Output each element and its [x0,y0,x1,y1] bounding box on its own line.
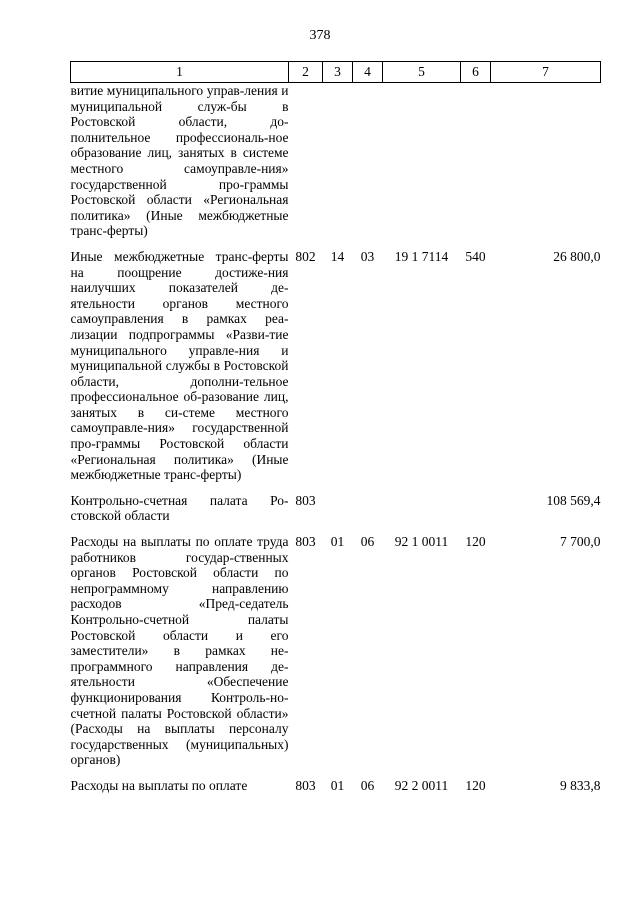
table-row [71,493,601,524]
row-target-code: 92 2 0011 [394,777,449,793]
row-amount: 108 569,4 [546,492,601,508]
column-header-3: 3 [323,62,353,83]
table-row [71,534,601,768]
row-ministry-code: 802 [295,248,316,264]
row-subsection-code: 03 [360,248,375,264]
row-description: Иные межбюджетные транс-ферты на поощрение достиже-ния наилучших показателей де-ятельности органов местного самоуправления в рамках реа-лизации подпрограммы «Разви-тие муниципального управле-ния и муниципальной службы в Ростовской области, дополни-тельное профессиональное об-разование лиц, занятых в си-стеме местного самоуправле-ния» государственной про-граммы Ростовской области «Региональная политика» (Иные межбюджетные транс-ферты) [70,248,289,483]
row-target-code: 92 1 0011 [394,534,449,550]
row-ministry-code: 803 [295,534,316,550]
row-section-code: 14 [330,248,345,264]
table-row [71,83,601,239]
row-description: Расходы на выплаты по оплате труда работников государ-ственных органов Ростовской области по непрограммному направлению расходов «Пред-седатель Контрольно-счетной палаты Ростовской области и его заместители» в рамках не-программного направления де-ятельности «Обеспечение функционирования Контроль-но-счетной палаты Ростовской области» (Расходы на выплаты персоналу государственных (муниципальных) органов) [70,534,289,768]
table-header-row [71,62,601,83]
row-expense-type [461,83,491,239]
column-header-2: 2 [289,62,323,83]
column-header-4: 4 [353,62,383,83]
row-description: витие муниципального управ-ления и муниципальной служ-бы в Ростовской области, до-полнительное профессиональ-ное образование лиц, занятых в системе местного самоуправле-ния» государственной про-граммы Ростовской области «Региональная политика» (Иные межбюджетные транс-ферты) [70,83,289,239]
row-subsection-code: 06 [360,777,375,793]
column-header-6: 6 [461,62,491,83]
row-subsection-code: 06 [360,534,375,550]
row-description: Расходы на выплаты по оплате [70,777,248,793]
page-number: 378 [309,28,331,43]
row-subsection-code [353,493,383,524]
row-ministry-code: 803 [295,492,316,508]
row-expense-type: 120 [465,534,486,550]
row-section-code [323,493,353,524]
row-amount: 26 800,0 [553,248,601,264]
row-target-code [383,83,461,239]
row-expense-type: 540 [465,248,486,264]
row-amount: 7 700,0 [560,534,601,550]
column-header-1: 1 [71,62,289,83]
table-row [71,249,601,483]
table-row [71,778,601,794]
row-section-code: 01 [330,534,345,550]
row-subsection-code [353,83,383,239]
row-section-code [323,83,353,239]
row-ministry-code [289,83,323,239]
row-target-code: 19 1 7114 [394,248,449,264]
row-amount: 9 833,8 [560,777,601,793]
row-amount [491,83,601,239]
column-header-5: 5 [383,62,461,83]
row-expense-type: 120 [465,777,486,793]
row-ministry-code: 803 [295,777,316,793]
row-target-code [383,493,461,524]
row-expense-type [461,493,491,524]
row-section-code: 01 [330,777,345,793]
column-header-7: 7 [491,62,601,83]
row-description: Контрольно-счетная палата Ро-стовской области [70,492,289,524]
budget-table [70,61,601,794]
